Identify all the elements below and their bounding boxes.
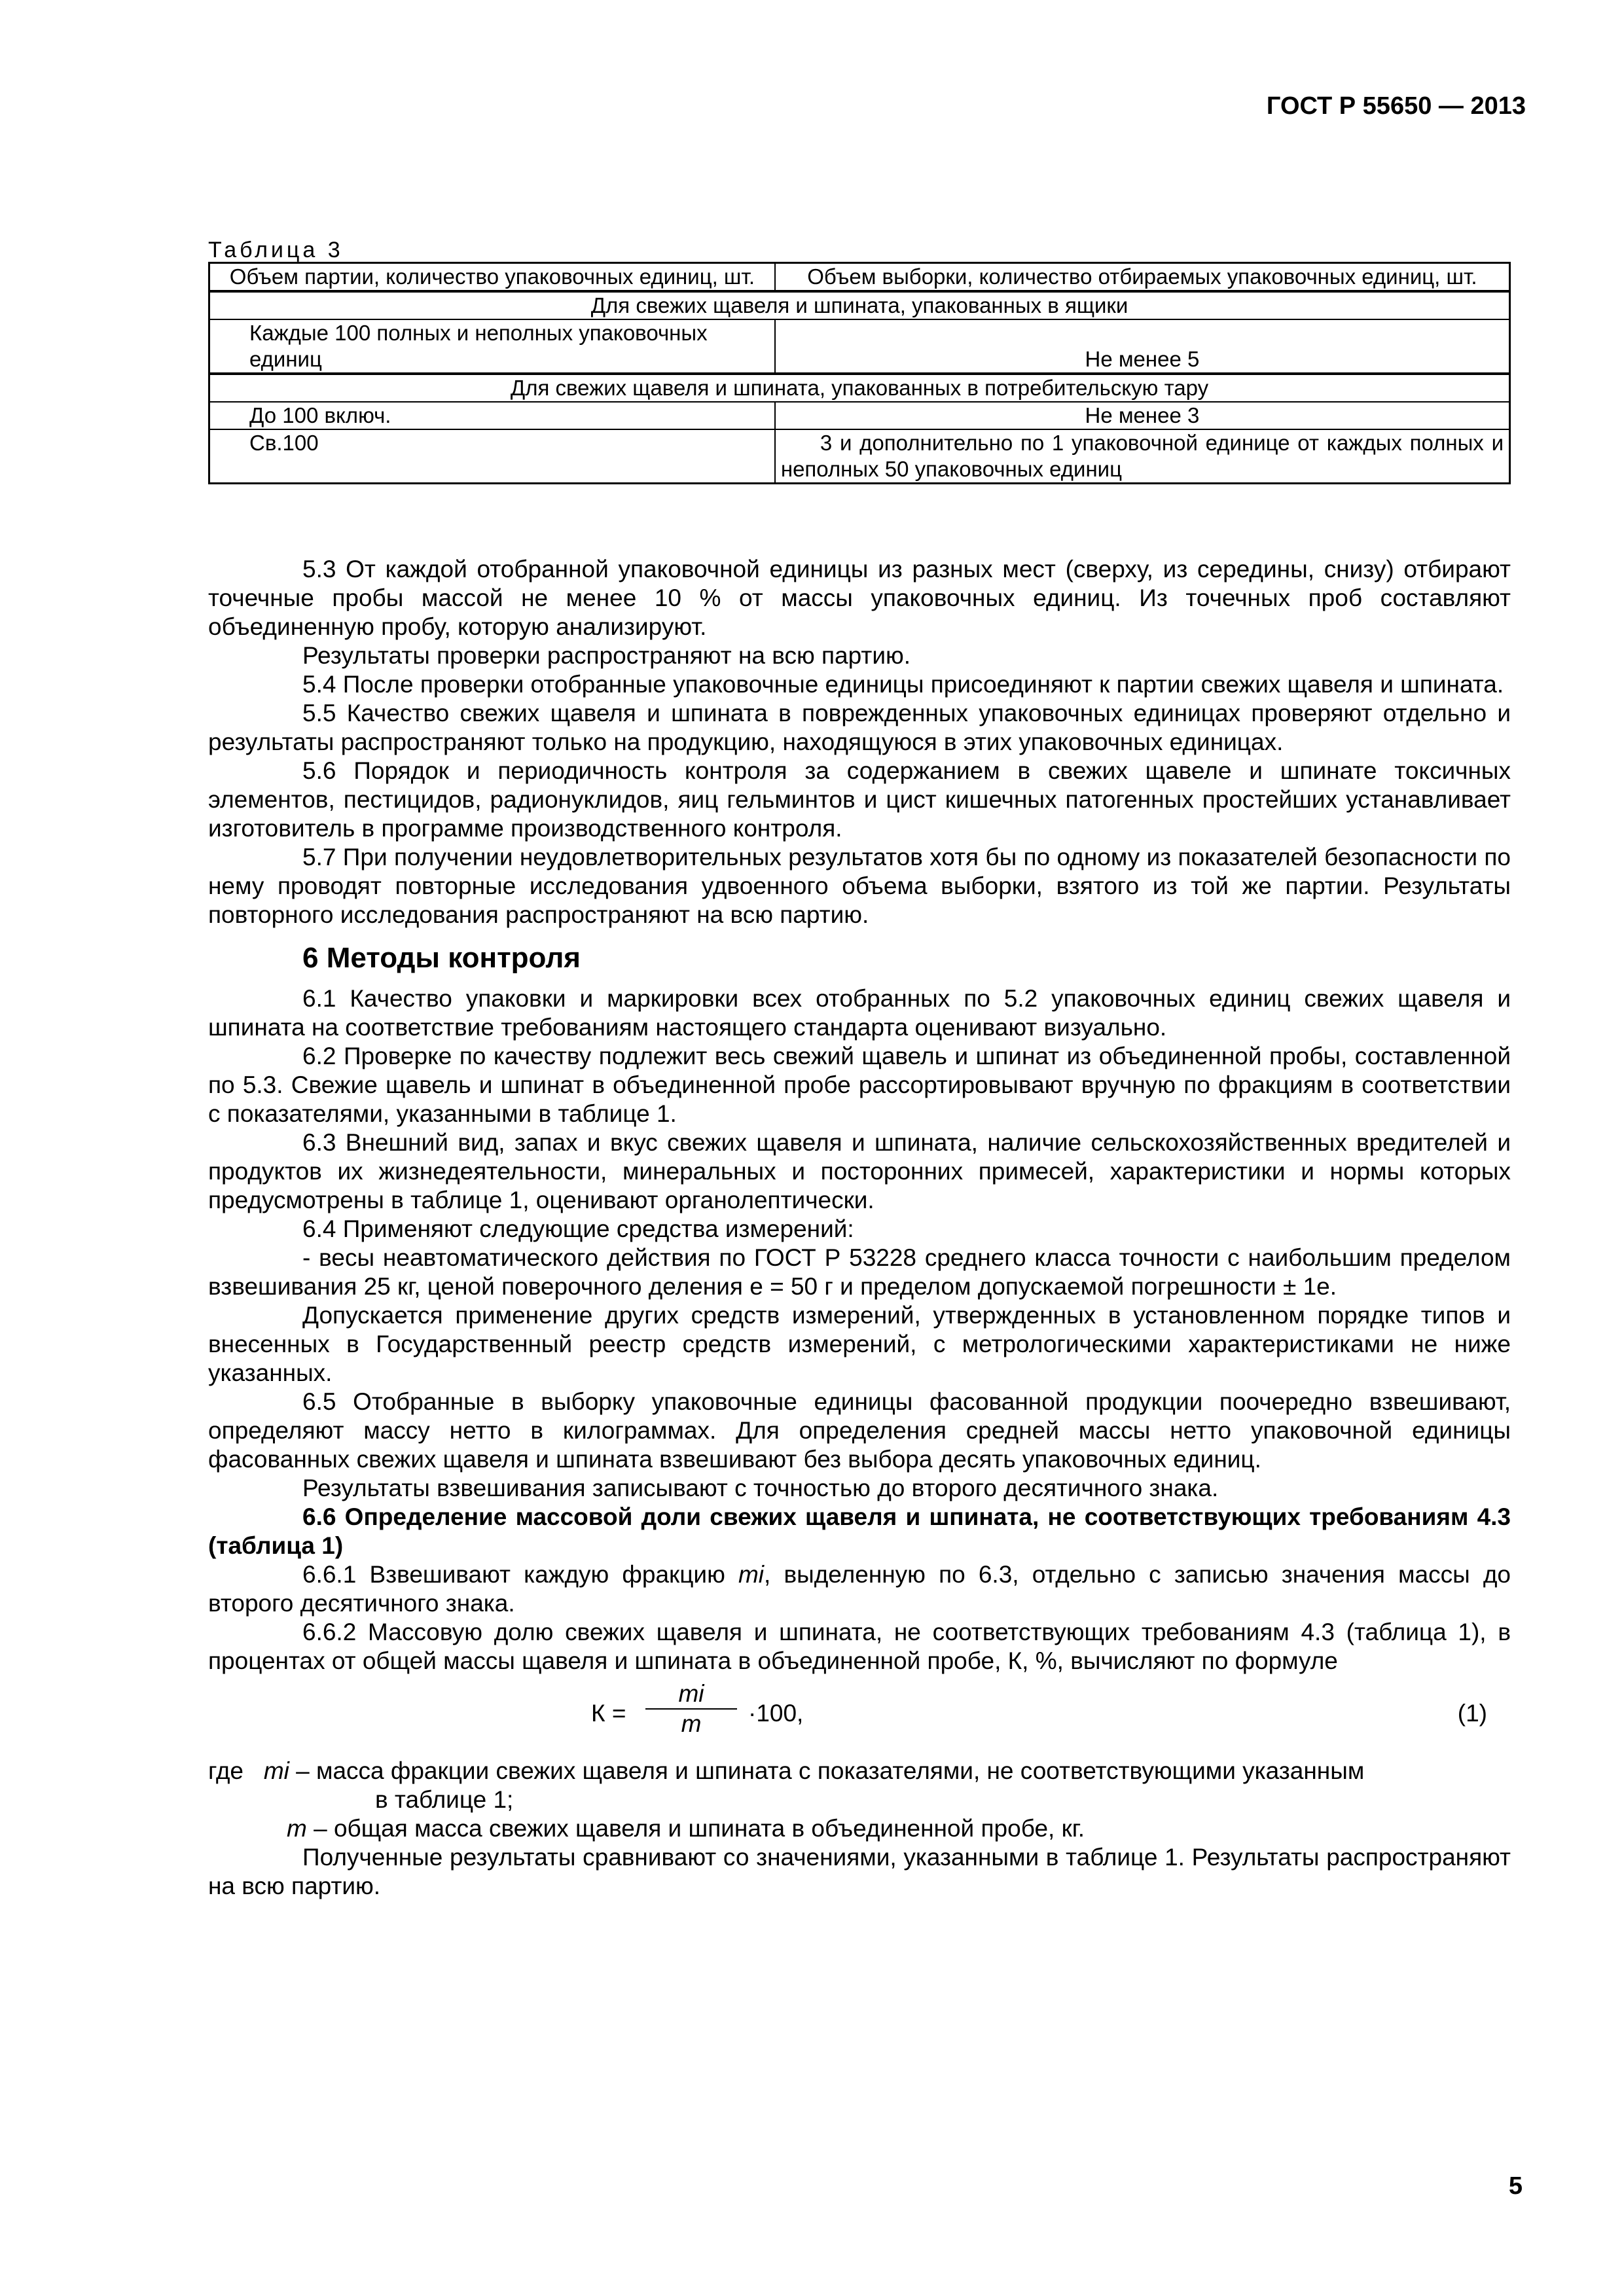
paragraph-6-1: 6.1 Качество упаковки и маркировки всех отобранных по 5.2 упаковочных единиц свежих щавеля и шпината на соответствие требованиям настоящего стандарта оценивают визуально. [208,985,1511,1041]
symbol-mi: mi [263,1757,289,1784]
where-word: где [208,1757,244,1784]
sampling-table [208,262,1511,484]
formula-rhs: ·100, [748,1700,804,1727]
table-cell: 3 и дополнительно по 1 упаковочной единице от каждых полных и неполных 50 упаковочных единиц [775,429,1510,484]
table-section-row [209,291,1510,319]
formula-number: (1) [1457,1700,1487,1727]
paragraph-6-5: 6.5 Отобранные в выборку упаковочные единицы фасованной продукции поочередно взвешивают, определяют массу нетто в килограммах. Для определения средней массы нетто упаковочной единицы фасованных свежих щавеля и шпината взвешивают без выбора десять упаковочных единиц. [208,1388,1511,1473]
table-section-consumer: Для свежих щавеля и шпината, упакованных в потребительскую тару [209,374,1510,402]
formula-1 [208,1679,1511,1751]
paragraph-5-4: 5.4 После проверки отобранные упаковочные единицы присоединяют к партии свежих щавеля и шпината. [302,671,1504,698]
formula-fraction [645,1679,737,1738]
table-header-sample: Объем выборки, количество отбираемых упаковочных единиц, шт. [775,263,1510,292]
paragraph-6-6-2: 6.6.2 Массовую долю свежих щавеля и шпината, не соответствующих требованиям 4.3 (таблица 1), в процентах от общей массы щавеля и шпината в объединенной пробе, К, %, вычисляют по формуле [208,1619,1511,1674]
where-mi-continuation: в таблице 1; [375,1786,514,1813]
table-cell: Не менее 3 [775,402,1510,429]
paragraph-6-4-alt: Допускается применение других средств измерений, утвержденных в установленном порядке типов и внесенных в Государственный реестр средств измерений, с метрологическими характеристиками не ниже указанных. [208,1302,1511,1386]
paragraph-5-6: 5.6 Порядок и периодичность контроля за содержанием в свежих щавеле и шпинате токсичных элементов, пестицидов, радионуклидов, яиц гельминтов и цист кишечных патогенных простейших устанавливает изготовитель в программе производственного контроля. [208,757,1511,842]
paragraph-6-4: 6.4 Применяют следующие средства измерений: [302,1215,854,1242]
paragraph-6-6-heading: 6.6 Определение массовой доли свежих щавеля и шпината, не соответствующих требованиям 4.3 (таблица 1) [208,1503,1511,1559]
table-cell: Св.100 [209,429,775,484]
table-header-lot: Объем партии, количество упаковочных единиц, шт. [209,263,775,292]
formula-lhs: К = [591,1700,626,1727]
body-text [208,555,1511,1901]
symbol-m: m [287,1815,307,1842]
table-row [209,319,1510,374]
paragraph-5-5: 5.5 Качество свежих щавеля и шпината в поврежденных упаковочных единицах проверяют отдельно и результаты распространяют только на продукцию, находящуюся в этих упаковочных единицах. [208,700,1511,755]
paragraph-6-2: 6.2 Проверке по качеству подлежит весь свежий щавель и шпинат из объединенной пробы, составленной по 5.3. Свежие щавель и шпинат в объединенной пробе рассортировывают вручную по фракциям в соответствии с показателями, указанными в таблице 1. [208,1043,1511,1127]
where-m [208,1814,1511,1843]
formula-denominator: m [681,1710,702,1737]
table-section-boxes: Для свежих щавеля и шпината, упакованных в ящики [209,291,1510,319]
table-cell: Каждые 100 полных и неполных упаковочных единиц [209,319,775,374]
table-row [209,429,1510,484]
symbol-mi: mi [738,1561,765,1588]
paragraph-final: Полученные результаты сравнивают со значениями, указанными в таблице 1. Результаты распространяют на всю партию. [208,1844,1511,1899]
page-number: 5 [1508,2172,1523,2200]
paragraph-5-3-result: Результаты проверки распространяют на всю партию. [302,642,911,669]
paragraph-6-3: 6.3 Внешний вид, запах и вкус свежих щавеля и шпината, наличие сельскохозяйственных вредителей и продуктов их жизнедеятельности, минеральных и посторонних примесей, характеристики и нормы которых предусмотрены в таблице 1, оценивают органолептически. [208,1129,1511,1213]
text-span: 6.6.1 Взвешивают каждую фракцию [302,1561,738,1588]
paragraph-5-3: 5.3 От каждой отобранной упаковочной единицы из разных мест (сверху, из середины, снизу) отбирают точечные пробы массой не менее 10 % от массы упаковочных единиц. Из точечных проб составляют объединенную пробу, которую анализируют. [208,556,1511,640]
paragraph-5-7: 5.7 При получении неудовлетворительных результатов хотя бы по одному из показателей безопасности по нему проводят повторные исследования удвоенного объема выборки, взятого из той же партии. Результаты повторного исследования распространяют на всю партию. [208,844,1511,928]
where-m-text: – общая масса свежих щавеля и шпината в объединенной пробе, кг. [306,1815,1085,1842]
table-cell: До 100 включ. [209,402,775,429]
table-cell: Не менее 5 [775,319,1510,374]
table-header-row [209,263,1510,292]
where-mi [208,1757,1511,1785]
formula-numerator: mi [645,1679,737,1710]
where-mi-text: – масса фракции свежих щавеля и шпината с показателями, не соответствующими указанным [289,1757,1365,1784]
paragraph-6-4-scales: - весы неавтоматического действия по ГОСТ Р 53228 среднего класса точности с наибольшим пределом взвешивания 25 кг, ценой поверочного деления е = 50 г и пределом допускаемой погрешности ± 1е. [208,1244,1511,1300]
section-heading-6: 6 Методы контроля [302,942,581,974]
document-code: ГОСТ Р 55650 — 2013 [1266,92,1526,120]
table-section-row [209,374,1510,402]
paragraph-6-5-result: Результаты взвешивания записывают с точностью до второго десятичного знака. [302,1475,1219,1501]
paragraph-6-6-1 [208,1560,1511,1618]
table-caption: Таблица 3 [208,238,344,262]
text-span: , выделенную по 6.3, отдельно с записью значения массы до второго десятичного знака. [208,1561,1511,1617]
table-row [209,402,1510,429]
